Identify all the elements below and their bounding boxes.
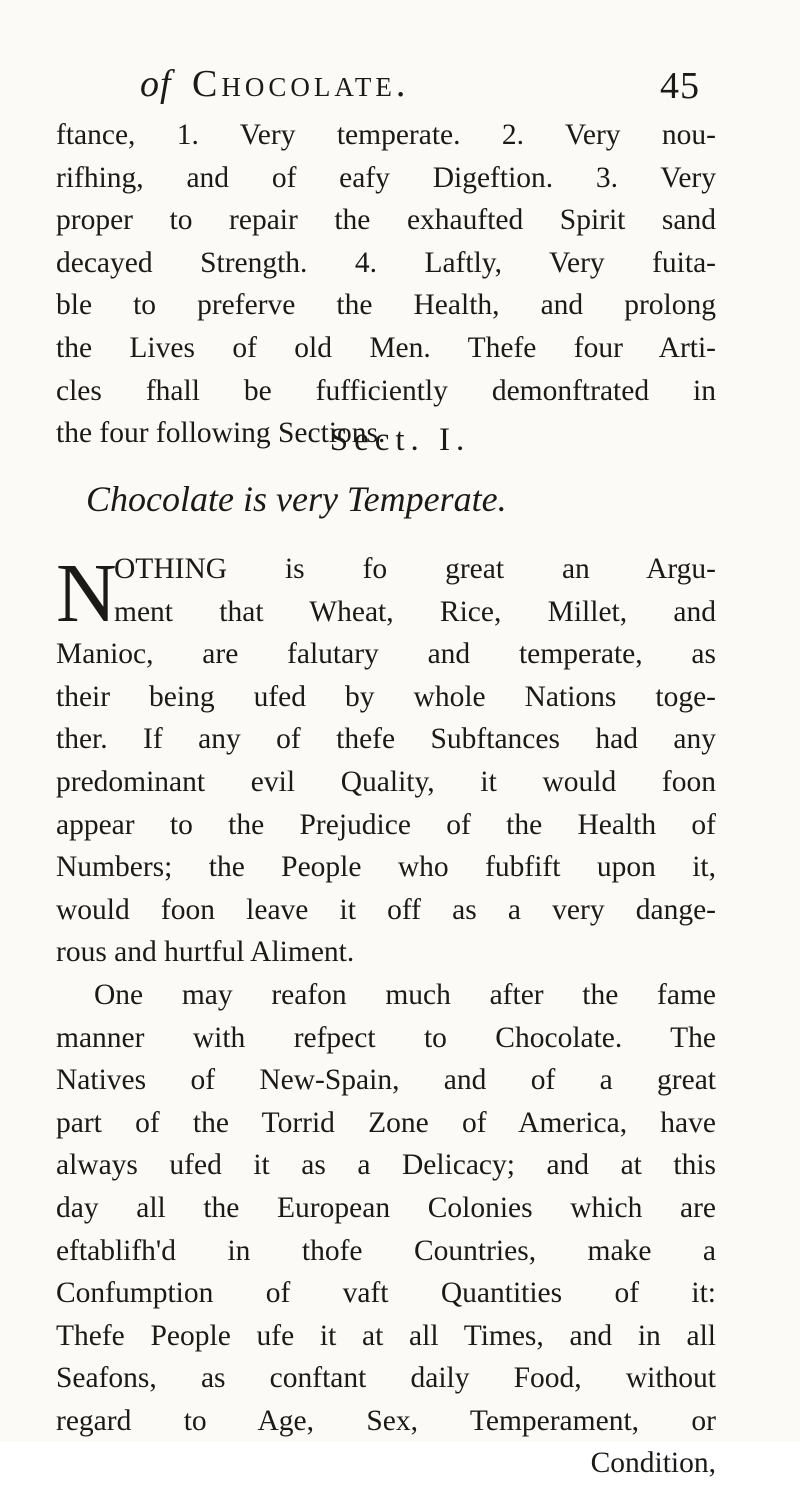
text-line: manner with refpect to Chocolate. The (56, 1021, 716, 1054)
intro-paragraph (56, 114, 716, 455)
text-line: rifhing, and of eafy Digeftion. 3. Very (56, 161, 716, 194)
text-line: their being ufed by whole Nations toge- (56, 680, 716, 713)
text-line: Thefe People ufe it at all Times, and in all (56, 1319, 716, 1352)
running-head-of: of (140, 63, 172, 105)
text-line: day all the European Colonies which are (56, 1191, 716, 1224)
text-line: Manioc, are falutary and temperate, as (56, 638, 716, 671)
text-line: the Lives of old Men. Thefe four Arti- (56, 331, 716, 364)
text-line: Condition, (590, 1447, 716, 1480)
text-line: appear to the Prejudice of the Health of (56, 808, 716, 841)
text-line: eftablifh'd in thofe Countries, make a (56, 1234, 716, 1267)
text-line: the four following Sections. (56, 417, 386, 450)
text-line: OTHING is fo great an Argu- (114, 553, 716, 585)
running-head-title: Chocolate. (192, 63, 410, 105)
text-line: ment that Wheat, Rice, Millet, and (114, 595, 716, 628)
text-line: ftance, 1. Very temperate. 2. Very nou- (56, 119, 716, 151)
running-head (140, 62, 700, 122)
page-number: 45 (660, 65, 700, 107)
text-line: Natives of New-Spain, and of a great (56, 1064, 716, 1097)
text-line: predominant evil Quality, it would foon (56, 765, 716, 798)
section-subheading: Chocolate is very Temperate. (86, 479, 507, 519)
text-line: always ufed it as a Delicacy; and at this (56, 1149, 716, 1182)
text-line: decayed Strength. 4. Laftly, Very fuita- (56, 246, 716, 279)
text-line: Numbers; the People who fubfift upon it, (56, 851, 716, 884)
text-line: Seafons, as conftant daily Food, without (56, 1362, 716, 1395)
text-line: cles fhall be fufficiently demonftrated in (56, 374, 716, 407)
text-line: rous and hurtful Aliment. (56, 936, 355, 969)
main-paragraphs (56, 548, 716, 1485)
text-line: regard to Age, Sex, Temperament, or (56, 1404, 716, 1437)
drop-cap: N (56, 547, 117, 640)
text-line: proper to repair the exhaufted Spirit sand (56, 204, 716, 237)
text-line: ther. If any of thefe Subftances had any (56, 723, 716, 756)
text-line: part of the Torrid Zone of America, have (56, 1106, 716, 1139)
section-heading: Sect. I. (329, 422, 471, 458)
text-line: ble to preferve the Health, and prolong (56, 289, 716, 322)
text-line: One may reafon much after the fame (94, 978, 716, 1011)
text-line: would foon leave it off as a very dange- (56, 893, 716, 926)
text-line: Confumption of vaft Quantities of it: (56, 1277, 716, 1310)
